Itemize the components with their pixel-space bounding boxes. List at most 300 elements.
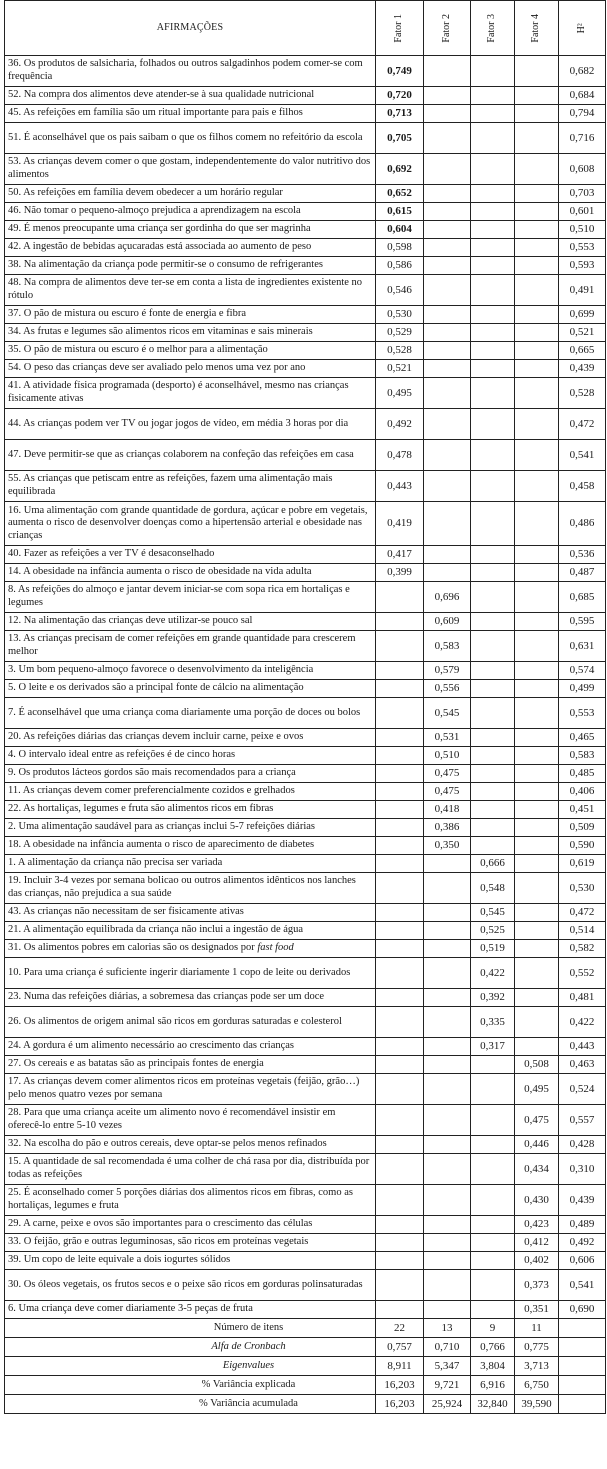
table-row [5, 631, 606, 662]
statement-text: 20. As refeições diárias das crianças devem incluir carne, peixe e ovos [8, 731, 304, 743]
table-row [5, 765, 606, 783]
statement-text: 44. As crianças podem ver TV ou jogar jogos de vídeo, em média 3 horas por dia [8, 417, 349, 429]
header-factor-2 [424, 1, 471, 56]
statement-text: 31. Os alimentos pobres em calorias são os designados por [8, 942, 258, 954]
statement-text: 5. O leite e os derivados são a principal fonte de cálcio na alimentação [8, 682, 304, 694]
loading-cell-f2 [424, 1056, 471, 1074]
summary-value-factor-4: 6,750 [515, 1376, 559, 1395]
loading-cell-f3 [471, 342, 515, 360]
loading-cell-f1 [376, 873, 424, 904]
summary-empty-cell [559, 1376, 606, 1395]
loading-cell-f2: 0,696 [424, 582, 471, 613]
loading-cell-f4: 0,508 [515, 1056, 559, 1074]
loading-cell-f2: 0,418 [424, 801, 471, 819]
loading-cell-f2 [424, 1154, 471, 1185]
loading-cell-f1 [376, 1216, 424, 1234]
loading-cell-f2 [424, 958, 471, 989]
communality-cell: 0,619 [559, 855, 606, 873]
loading-cell-f3 [471, 378, 515, 409]
communality-cell: 0,590 [559, 837, 606, 855]
table-row [5, 1007, 606, 1038]
loading-cell-f3 [471, 837, 515, 855]
table-row [5, 922, 606, 940]
loading-cell-f1: 0,615 [376, 203, 424, 221]
loading-cell-f1: 0,604 [376, 221, 424, 239]
statement-cell [5, 185, 376, 203]
summary-value-factor-4: 39,590 [515, 1395, 559, 1414]
summary-label: % Variância explicada [5, 1376, 376, 1395]
table-row [5, 123, 606, 154]
communality-cell: 0,541 [559, 1270, 606, 1301]
communality-cell: 0,458 [559, 471, 606, 502]
table-row [5, 564, 606, 582]
communality-cell: 0,524 [559, 1074, 606, 1105]
table-row [5, 1154, 606, 1185]
statement-cell [5, 471, 376, 502]
statement-text: 37. O pão de mistura ou escuro é fonte de energia e fibra [8, 308, 247, 320]
loading-cell-f4: 0,412 [515, 1234, 559, 1252]
loading-cell-f4 [515, 904, 559, 922]
statement-cell [5, 123, 376, 154]
loading-cell-f3 [471, 1216, 515, 1234]
loading-cell-f1 [376, 940, 424, 958]
statement-text: 53. As crianças devem comer o que gostam, independentemente do valor nutritivo dos alimentos [8, 156, 371, 180]
statement-text: 35. O pão de mistura ou escuro é o melhor para a alimentação [8, 344, 268, 356]
loading-cell-f2 [424, 440, 471, 471]
statement-text: 1. A alimentação da criança não precisa ser variada [8, 857, 223, 869]
loading-cell-f3 [471, 680, 515, 698]
loading-cell-f4 [515, 154, 559, 185]
statement-text: 41. A atividade física programada (desporto) é aconselhável, mesmo nas crianças fisicamente ativas [8, 380, 349, 404]
statement-text: 28. Para que uma criança aceite um alimento novo é recomendável insistir em oferecê-lo entre 5-10 vezes [8, 1107, 336, 1131]
loading-cell-f1 [376, 1007, 424, 1038]
loading-cell-f4 [515, 989, 559, 1007]
loading-cell-f1 [376, 1056, 424, 1074]
loading-cell-f1 [376, 729, 424, 747]
communality-cell: 0,703 [559, 185, 606, 203]
loading-cell-f4 [515, 378, 559, 409]
loading-cell-f3 [471, 409, 515, 440]
table-row [5, 837, 606, 855]
statement-text: 27. Os cereais e as batatas são as principais fontes de energia [8, 1058, 264, 1070]
loading-cell-f3 [471, 1136, 515, 1154]
communality-cell: 0,593 [559, 257, 606, 275]
loading-cell-f1 [376, 765, 424, 783]
statement-cell [5, 765, 376, 783]
communality-cell: 0,583 [559, 747, 606, 765]
loading-cell-f4 [515, 801, 559, 819]
loading-cell-f2 [424, 239, 471, 257]
loading-cell-f1 [376, 680, 424, 698]
loading-cell-f2 [424, 275, 471, 306]
statement-cell [5, 958, 376, 989]
loading-cell-f4 [515, 275, 559, 306]
loading-cell-f4 [515, 582, 559, 613]
loading-cell-f3: 0,335 [471, 1007, 515, 1038]
summary-value-factor-2: 0,710 [424, 1338, 471, 1357]
loading-cell-f1: 0,692 [376, 154, 424, 185]
statement-cell [5, 1252, 376, 1270]
communality-cell: 0,684 [559, 87, 606, 105]
loading-cell-f4 [515, 783, 559, 801]
loading-cell-f4 [515, 306, 559, 324]
statement-text: 9. Os produtos lácteos gordos são mais recomendados para a criança [8, 767, 296, 779]
table-row [5, 409, 606, 440]
loading-cell-f1 [376, 1185, 424, 1216]
statement-text: 13. As crianças precisam de comer refeições em grande quantidade para crescerem melhor [8, 633, 356, 657]
statement-text: 8. As refeições do almoço e jantar devem iniciar-se com sopa rica em hortaliças e legumes [8, 584, 350, 608]
loading-cell-f2: 0,475 [424, 783, 471, 801]
communality-cell: 0,601 [559, 203, 606, 221]
statement-cell [5, 1074, 376, 1105]
table-row [5, 1056, 606, 1074]
table-body [5, 56, 606, 1319]
loading-cell-f1: 0,419 [376, 502, 424, 546]
communality-cell: 0,499 [559, 680, 606, 698]
loading-cell-f3 [471, 1234, 515, 1252]
loading-cell-f2: 0,510 [424, 747, 471, 765]
summary-value-factor-1: 22 [376, 1319, 424, 1338]
communality-cell: 0,439 [559, 360, 606, 378]
loading-cell-f3 [471, 440, 515, 471]
statement-text: 17. As crianças devem comer alimentos ricos em proteínas vegetais (feijão, grão…) pelo menos quatro vezes por semana [8, 1076, 360, 1100]
loading-cell-f4 [515, 662, 559, 680]
table-footer [5, 1319, 606, 1414]
loading-cell-f2 [424, 378, 471, 409]
table-row [5, 221, 606, 239]
statement-text: 4. O intervalo ideal entre as refeições é de cinco horas [8, 749, 236, 761]
loading-cell-f1: 0,492 [376, 409, 424, 440]
header-factor-3-label: Fator 3 [486, 13, 498, 43]
statement-text: 30. Os óleos vegetais, os frutos secos e o peixe são ricos em gorduras polinsaturadas [8, 1278, 363, 1290]
loading-cell-f2: 0,583 [424, 631, 471, 662]
summary-value-factor-1: 16,203 [376, 1395, 424, 1414]
statement-text: 22. As hortaliças, legumes e fruta são alimentos ricos em fibras [8, 803, 274, 815]
loading-cell-f1: 0,528 [376, 342, 424, 360]
loading-cell-f1: 0,546 [376, 275, 424, 306]
table-row [5, 1074, 606, 1105]
statement-cell [5, 87, 376, 105]
loading-cell-f4 [515, 502, 559, 546]
communality-cell: 0,486 [559, 502, 606, 546]
loading-cell-f4 [515, 940, 559, 958]
statement-cell [5, 1007, 376, 1038]
loading-cell-f2 [424, 221, 471, 239]
loading-cell-f2 [424, 1007, 471, 1038]
loading-cell-f4 [515, 546, 559, 564]
statement-cell [5, 221, 376, 239]
summary-value-factor-4: 0,775 [515, 1338, 559, 1357]
communality-cell: 0,536 [559, 546, 606, 564]
summary-row [5, 1395, 606, 1414]
statement-cell [5, 360, 376, 378]
loading-cell-f4 [515, 958, 559, 989]
table-row [5, 904, 606, 922]
loading-cell-f4 [515, 819, 559, 837]
loading-cell-f1 [376, 1270, 424, 1301]
table-row [5, 502, 606, 546]
loading-cell-f2 [424, 471, 471, 502]
loading-cell-f4 [515, 729, 559, 747]
communality-cell: 0,557 [559, 1105, 606, 1136]
communality-cell: 0,514 [559, 922, 606, 940]
header-factor-4-label: Fator 4 [530, 13, 542, 43]
statement-cell [5, 502, 376, 546]
loading-cell-f3 [471, 729, 515, 747]
statement-text: 52. Na compra dos alimentos deve atender-se à sua qualidade nutricional [8, 89, 315, 101]
table-row [5, 342, 606, 360]
loading-cell-f1: 0,598 [376, 239, 424, 257]
loading-cell-f1 [376, 1234, 424, 1252]
loading-cell-f3 [471, 1301, 515, 1319]
table-row [5, 1270, 606, 1301]
communality-cell: 0,716 [559, 123, 606, 154]
loading-cell-f1 [376, 1074, 424, 1105]
statement-text: 29. A carne, peixe e ovos são importantes para o crescimento das células [8, 1218, 313, 1230]
loading-cell-f4 [515, 855, 559, 873]
statement-cell [5, 783, 376, 801]
statement-cell [5, 698, 376, 729]
table-row [5, 1301, 606, 1319]
loading-cell-f3 [471, 1185, 515, 1216]
statement-text: 45. As refeições em família são um ritual importante para pais e filhos [8, 107, 303, 119]
loading-cell-f2 [424, 409, 471, 440]
loading-cell-f4 [515, 440, 559, 471]
loading-cell-f3 [471, 185, 515, 203]
communality-cell: 0,509 [559, 819, 606, 837]
communality-cell: 0,631 [559, 631, 606, 662]
loading-cell-f3 [471, 87, 515, 105]
statement-text-italic: fast food [257, 942, 294, 954]
loading-cell-f4: 0,373 [515, 1270, 559, 1301]
statement-cell [5, 837, 376, 855]
statement-text: 25. É aconselhado comer 5 porções diárias dos alimentos ricos em fibras, como as hortaliças, legumes e fruta [8, 1187, 353, 1211]
statement-text: 32. Na escolha do pão e outros cereais, deve optar-se pelos menos refinados [8, 1138, 327, 1150]
communality-cell: 0,465 [559, 729, 606, 747]
statement-cell [5, 801, 376, 819]
loading-cell-f4 [515, 221, 559, 239]
header-factor-3 [471, 1, 515, 56]
statement-cell [5, 203, 376, 221]
loading-cell-f4 [515, 342, 559, 360]
statement-cell [5, 342, 376, 360]
table-row [5, 546, 606, 564]
loading-cell-f4 [515, 105, 559, 123]
loading-cell-f3 [471, 221, 515, 239]
loading-cell-f2 [424, 1270, 471, 1301]
summary-value-factor-2: 25,924 [424, 1395, 471, 1414]
table-row [5, 873, 606, 904]
table-row [5, 1136, 606, 1154]
loading-cell-f3 [471, 471, 515, 502]
loading-cell-f4 [515, 1038, 559, 1056]
statement-cell [5, 904, 376, 922]
table-row [5, 940, 606, 958]
statement-cell [5, 56, 376, 87]
table-row [5, 662, 606, 680]
table-row [5, 203, 606, 221]
loading-cell-f4 [515, 360, 559, 378]
loading-cell-f1 [376, 698, 424, 729]
loading-cell-f4 [515, 203, 559, 221]
loading-cell-f2 [424, 940, 471, 958]
statement-cell [5, 546, 376, 564]
loading-cell-f2 [424, 360, 471, 378]
loading-cell-f3: 0,392 [471, 989, 515, 1007]
loading-cell-f3: 0,422 [471, 958, 515, 989]
statement-cell [5, 1185, 376, 1216]
loading-cell-f4: 0,495 [515, 1074, 559, 1105]
loading-cell-f2 [424, 154, 471, 185]
loading-cell-f3 [471, 546, 515, 564]
communality-cell: 0,690 [559, 1301, 606, 1319]
statement-text: 51. É aconselhável que os pais saibam o que os filhos comem no refeitório da escola [8, 131, 363, 143]
statement-cell [5, 922, 376, 940]
statement-cell [5, 1301, 376, 1319]
loading-cell-f2 [424, 1252, 471, 1270]
statement-cell [5, 105, 376, 123]
loading-cell-f4 [515, 564, 559, 582]
loading-cell-f4 [515, 409, 559, 440]
loading-cell-f3 [471, 324, 515, 342]
statement-text: 47. Deve permitir-se que as crianças colaborem na confeção das refeições em casa [8, 448, 354, 460]
statement-text: 14. A obesidade na infância aumenta o risco de obesidade na vida adulta [8, 566, 312, 578]
statement-text: 36. Os produtos de salsicharia, folhados ou outros salgadinhos podem comer-se com frequência [8, 58, 363, 82]
loading-cell-f2 [424, 123, 471, 154]
loading-cell-f1: 0,521 [376, 360, 424, 378]
summary-empty-cell [559, 1395, 606, 1414]
loading-cell-f2 [424, 1216, 471, 1234]
loading-cell-f4 [515, 1007, 559, 1038]
table-row [5, 185, 606, 203]
loading-cell-f1 [376, 1038, 424, 1056]
communality-cell: 0,552 [559, 958, 606, 989]
loading-cell-f3 [471, 1154, 515, 1185]
loading-cell-f4 [515, 257, 559, 275]
table-row [5, 471, 606, 502]
statement-cell [5, 257, 376, 275]
summary-row [5, 1376, 606, 1395]
summary-label: Eigenvalues [5, 1357, 376, 1376]
loading-cell-f3 [471, 502, 515, 546]
loading-cell-f4 [515, 680, 559, 698]
statement-text: 48. Na compra de alimentos deve ter-se em conta a lista de ingredientes existente no rótulo [8, 277, 363, 301]
loading-cell-f4: 0,430 [515, 1185, 559, 1216]
loading-cell-f2 [424, 1185, 471, 1216]
statement-cell [5, 1105, 376, 1136]
communality-cell: 0,472 [559, 904, 606, 922]
statement-cell [5, 680, 376, 698]
table-row [5, 324, 606, 342]
loading-cell-f1 [376, 801, 424, 819]
communality-cell: 0,439 [559, 1185, 606, 1216]
loading-cell-f2 [424, 257, 471, 275]
communality-cell: 0,606 [559, 1252, 606, 1270]
table-row [5, 819, 606, 837]
statement-text: 15. A quantidade de sal recomendada é uma colher de chá rasa por dia, distribuída por todas as refeições [8, 1156, 370, 1180]
statement-text: 26. Os alimentos de origem animal são ricos em gorduras saturadas e colesterol [8, 1015, 342, 1027]
loading-cell-f2 [424, 185, 471, 203]
summary-value-factor-1: 16,203 [376, 1376, 424, 1395]
table-row [5, 855, 606, 873]
loading-cell-f4 [515, 698, 559, 729]
loading-cell-f4 [515, 765, 559, 783]
loading-cell-f4 [515, 239, 559, 257]
loading-cell-f3 [471, 239, 515, 257]
communality-cell: 0,541 [559, 440, 606, 471]
loading-cell-f2 [424, 922, 471, 940]
header-communality-label: H² [575, 22, 587, 34]
table-row [5, 87, 606, 105]
loading-cell-f4 [515, 123, 559, 154]
loading-cell-f1 [376, 662, 424, 680]
summary-label: Número de itens [5, 1319, 376, 1338]
loading-cell-f1 [376, 922, 424, 940]
communality-cell: 0,665 [559, 342, 606, 360]
loading-cell-f4: 0,402 [515, 1252, 559, 1270]
loading-cell-f3: 0,317 [471, 1038, 515, 1056]
loading-cell-f3 [471, 257, 515, 275]
statement-cell [5, 747, 376, 765]
summary-empty-cell [559, 1319, 606, 1338]
statement-cell [5, 1136, 376, 1154]
communality-cell: 0,463 [559, 1056, 606, 1074]
statement-text: 18. A obesidade na infância aumenta o risco de aparecimento de diabetes [8, 839, 315, 851]
loading-cell-f4: 0,423 [515, 1216, 559, 1234]
statement-text: 49. É menos preocupante uma criança ser gordinha do que ser magrinha [8, 223, 311, 235]
loading-cell-f2 [424, 502, 471, 546]
statement-text: 10. Para uma criança é suficiente ingerir diariamente 1 copo de leite ou derivados [8, 966, 351, 978]
statement-cell [5, 1056, 376, 1074]
summary-value-factor-4: 11 [515, 1319, 559, 1338]
statement-text: 19. Incluir 3-4 vezes por semana bolicao ou outros alimentos idênticos nos lanches das crianças, não prejudica a sua saúde [8, 875, 356, 899]
table-row [5, 105, 606, 123]
loading-cell-f3 [471, 631, 515, 662]
loading-cell-f2: 0,609 [424, 613, 471, 631]
summary-value-factor-2: 9,721 [424, 1376, 471, 1395]
loading-cell-f3: 0,545 [471, 904, 515, 922]
communality-cell: 0,521 [559, 324, 606, 342]
statement-cell [5, 239, 376, 257]
summary-value-factor-2: 5,347 [424, 1357, 471, 1376]
loading-cell-f2 [424, 1074, 471, 1105]
loading-cell-f2 [424, 105, 471, 123]
summary-value-factor-3: 9 [471, 1319, 515, 1338]
loading-cell-f4 [515, 56, 559, 87]
communality-cell: 0,794 [559, 105, 606, 123]
statement-text: 34. As frutas e legumes são alimentos ricos em vitaminas e sais minerais [8, 326, 313, 338]
communality-cell: 0,406 [559, 783, 606, 801]
loading-cell-f2: 0,579 [424, 662, 471, 680]
statement-text: 6. Uma criança deve comer diariamente 3-5 peças de fruta [8, 1303, 253, 1315]
table-row [5, 680, 606, 698]
communality-cell: 0,481 [559, 989, 606, 1007]
statement-text: 33. O feijão, grão e outras leguminosas, são ricos em proteínas vegetais [8, 1236, 309, 1248]
loading-cell-f3 [471, 765, 515, 783]
communality-cell: 0,530 [559, 873, 606, 904]
loading-cell-f1 [376, 819, 424, 837]
statement-text: 21. A alimentação equilibrada da criança não inclui a ingestão de água [8, 924, 304, 936]
loading-cell-f2: 0,475 [424, 765, 471, 783]
statement-cell [5, 1216, 376, 1234]
statement-cell [5, 275, 376, 306]
loading-cell-f3: 0,525 [471, 922, 515, 940]
table-row [5, 378, 606, 409]
loading-cell-f2: 0,531 [424, 729, 471, 747]
statement-cell [5, 631, 376, 662]
header-factor-2-label: Fator 2 [440, 13, 452, 43]
table-row [5, 1234, 606, 1252]
